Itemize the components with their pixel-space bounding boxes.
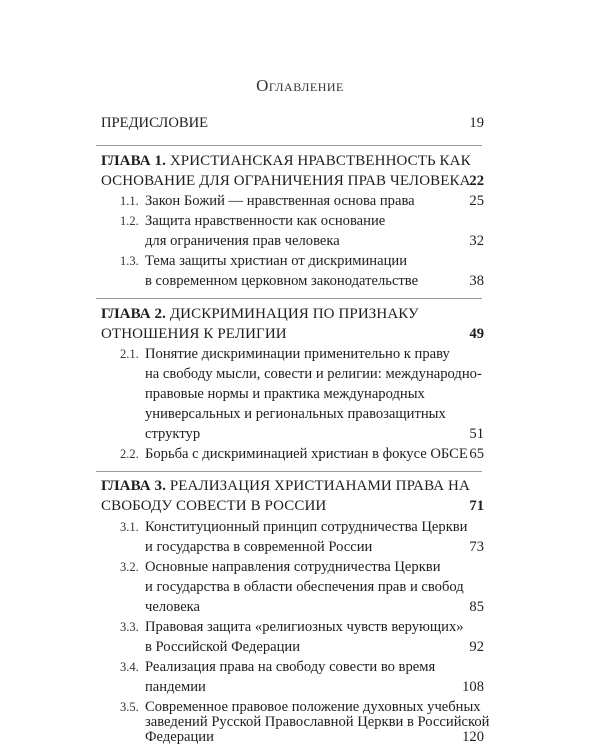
chapter-2-heading-line-1: ГЛАВА 2. ДИСКРИМИНАЦИЯ ПО ПРИЗНАКУ <box>101 306 419 322</box>
page-title: Оглавление <box>256 76 344 95</box>
section-number: 2.1. <box>120 347 139 361</box>
section-2-1-title-line-4: универсальных и региональных правозащитных <box>145 406 446 422</box>
section-3-2-title-line-3: человека <box>145 599 201 615</box>
section-number: 2.2. <box>120 447 139 461</box>
chapter-2-heading-line-2: ОТНОШЕНИЯ К РЕЛИГИИ <box>101 326 287 342</box>
section-2-1-title-line-5: структур <box>145 426 201 442</box>
section-1-3-title-line-1: Тема защиты христиан от дискриминации <box>145 253 408 269</box>
chapter-1-page: 22 <box>469 173 484 189</box>
section-1-3-title-line-2: в современном церковном законодательстве <box>145 273 419 289</box>
section-1-2-title-line-2: для ограничения прав человека <box>145 233 340 249</box>
section-3-1-title-line-1: Конституционный принцип сотрудничества Церкви <box>145 519 468 535</box>
section-2-2-page: 65 <box>469 446 484 462</box>
section-3-2-title-line-2: и государства в области обеспечения прав и свобод <box>145 579 464 595</box>
toc-preface-page: 19 <box>469 115 484 131</box>
divider <box>96 298 482 299</box>
section-number: 3.4. <box>120 660 139 674</box>
section-3-1-title-line-2: и государства в современной России <box>145 539 373 555</box>
section-2-1-page: 51 <box>469 426 484 442</box>
section-2-1-title-line-3: правовые нормы и практика международных <box>145 386 425 402</box>
section-1-1-title: Закон Божий — нравственная основа права <box>145 193 415 209</box>
section-3-4-title-line-1: Реализация права на свободу совести во время <box>145 659 436 675</box>
section-3-3-title-line-2: в Российской Федерации <box>145 639 301 655</box>
section-3-5-page: 120 <box>462 729 484 745</box>
divider <box>96 145 482 146</box>
section-3-2-page: 85 <box>469 599 484 615</box>
section-3-2-title-line-1: Основные направления сотрудничества Церкви <box>145 559 441 575</box>
chapter-2-page: 49 <box>469 326 484 342</box>
section-number: 3.3. <box>120 620 139 634</box>
section-3-3-title-line-1: Правовая защита «религиозных чувств верующих» <box>145 619 464 635</box>
section-1-2-title-line-1: Защита нравственности как основание <box>145 213 386 229</box>
section-1-3-page: 38 <box>469 273 484 289</box>
section-3-5-title-line-3: Федерации <box>145 729 214 745</box>
chapter-3-page: 71 <box>469 498 484 514</box>
section-3-4-title-line-2: пандемии <box>145 679 206 695</box>
chapter-1-heading-line-1: ГЛАВА 1. ХРИСТИАНСКАЯ НРАВСТВЕННОСТЬ КАК <box>101 153 471 169</box>
section-2-1-title-line-2: на свободу мысли, совести и религии: международно- <box>145 366 482 382</box>
section-1-1-page: 25 <box>469 193 484 209</box>
section-3-1-page: 73 <box>469 539 484 555</box>
section-3-4-page: 108 <box>462 679 484 695</box>
toc-preface-label: ПРЕДИСЛОВИЕ <box>101 115 209 131</box>
section-1-2-page: 32 <box>469 233 484 249</box>
section-number: 1.3. <box>120 254 139 268</box>
section-3-5-title-line-1: Современное правовое положение духовных учебных <box>145 699 481 715</box>
section-3-3-page: 92 <box>469 639 484 655</box>
section-number: 3.5. <box>120 700 139 714</box>
chapter-3-heading-line-1: ГЛАВА 3. РЕАЛИЗАЦИЯ ХРИСТИАНАМИ ПРАВА НА <box>101 478 470 494</box>
section-number: 1.1. <box>120 194 139 208</box>
chapter-1-heading-line-2: ОСНОВАНИЕ ДЛЯ ОГРАНИЧЕНИЯ ПРАВ ЧЕЛОВЕКА <box>101 173 471 189</box>
section-number: 3.2. <box>120 560 139 574</box>
divider <box>96 471 482 472</box>
section-3-5-title-line-2: заведений Русской Православной Церкви в Российской <box>145 714 490 730</box>
section-number: 1.2. <box>120 214 139 228</box>
section-number: 3.1. <box>120 520 139 534</box>
section-2-2-title: Борьба с дискриминацией христиан в фокусе ОБСЕ <box>145 446 468 462</box>
chapter-3-heading-line-2: СВОБОДУ СОВЕСТИ В РОССИИ <box>101 498 327 514</box>
section-2-1-title-line-1: Понятие дискриминации применительно к праву <box>145 346 450 362</box>
